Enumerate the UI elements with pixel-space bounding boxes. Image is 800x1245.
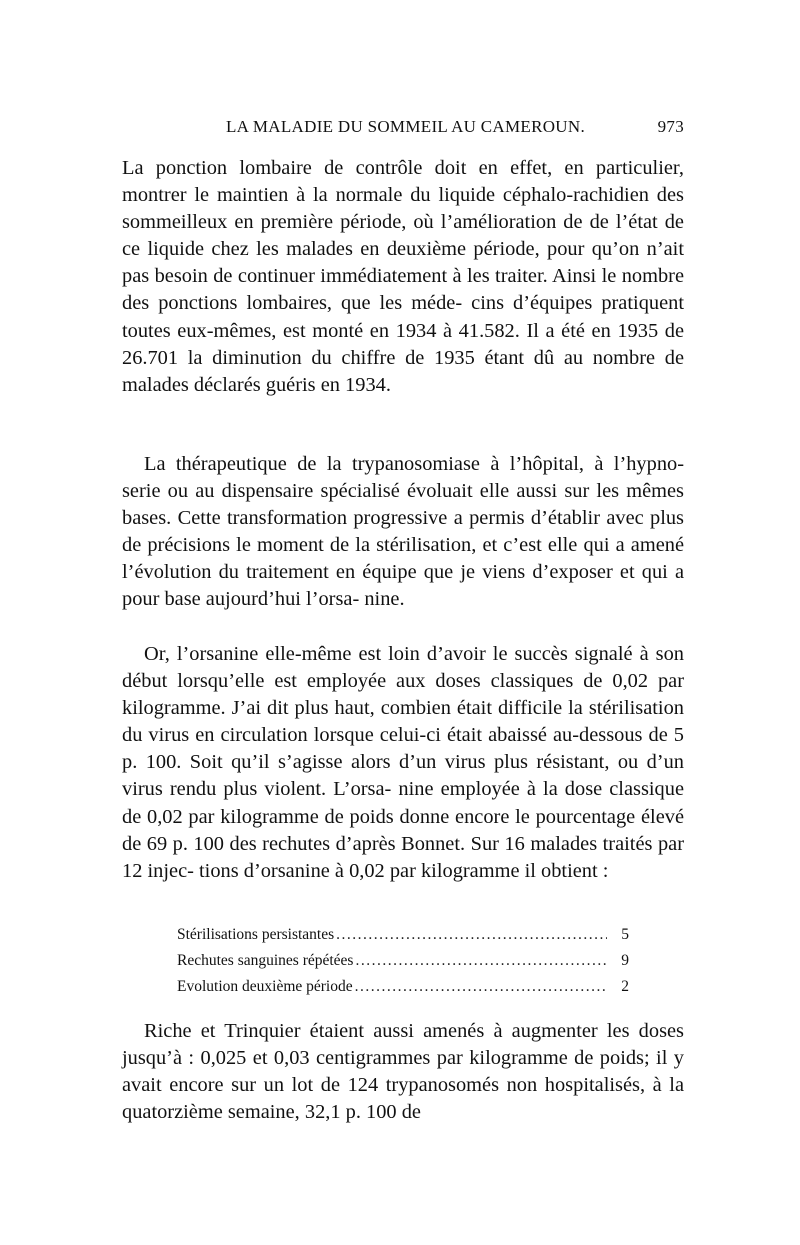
running-title: LA MALADIE DU SOMMEIL AU CAMEROUN. [226,117,586,136]
paragraph-riche-trinquier: Riche et Trinquier étaient aussi amenés à augmenter les doses jusqu’à : 0,025 et 0,03 centigrammes par kilogramme de poids; il y avait encore sur un lot de 124 trypanosomés non hospitalisés, à la quatorzième semaine, 32,1 p. 100 de [122,1020,684,1124]
row-label: Stérilisations persistantes [177,926,335,943]
row-label: Rechutes sanguines répétées [177,952,354,969]
row-value: 2 [621,978,629,995]
page-number: 973 [657,117,684,136]
running-head [122,117,684,141]
row-value: 9 [621,952,629,969]
row-label: Evolution deuxième période [177,978,353,995]
paragraph-therapeutics: La thérapeutique de la trypanosomiase à l’hôpital, à l’hypno- serie ou au dispensaire spécialisé évoluait elle aussi sur les mêmes bases. Cette transformation progressive a permis d’établir avec plus de précisions le moment de la stérilisation, et c’est elle qui a amené l’évolution du traitement en équipe que je viens d’exposer et qui a pour base aujourd’hui l’orsa- nine. [122,453,684,611]
table-row [177,976,629,1002]
results-table [177,924,629,1002]
dot-leader [355,950,607,972]
paragraph-orsanine: Or, l’orsanine elle-même est loin d’avoir le succès signalé à son début lorsqu’elle est employée aux doses classiques de 0,02 par kilogramme. J’ai dit plus haut, combien était difficile la stérilisation du virus en circulation lorsque celui-ci était abaissé au-dessous de 5 p. 100. Soit qu’il s’agisse alors d’un virus plus résistant, ou d’un virus rendu plus violent. L’orsa- nine employée à la dose classique de 0,02 par kilogramme de poids donne encore le pourcentage élevé de 69 p. 100 des rechutes d’après Bonnet. Sur 16 malades traités par 12 injec- tions d’orsanine à 0,02 par kilogramme il obtient : [122,643,684,882]
dot-leader [355,976,607,998]
row-value: 5 [621,926,629,943]
dot-leader [336,924,607,946]
table-row [177,950,629,976]
paragraph-lumbar-puncture: La ponction lombaire de contrôle doit en effet, en particulier, montrer le maintien à la normale du liquide céphalo-rachidien des sommeilleux en première période, où l’amélioration de de l’état de ce liquide chez les malades en deuxième période, pour qu’on n’ait pas besoin de continuer immédiatement à les traiter. Ainsi le nombre des ponctions lombaires, que les méde- cins d’équipes pratiquent toutes eux-mêmes, est monté en 1934 à 41.582. Il a été en 1935 de 26.701 la diminution du chiffre de 1935 étant dû au nombre de malades déclarés guéris en 1934. [122,157,684,396]
table-row [177,924,629,950]
